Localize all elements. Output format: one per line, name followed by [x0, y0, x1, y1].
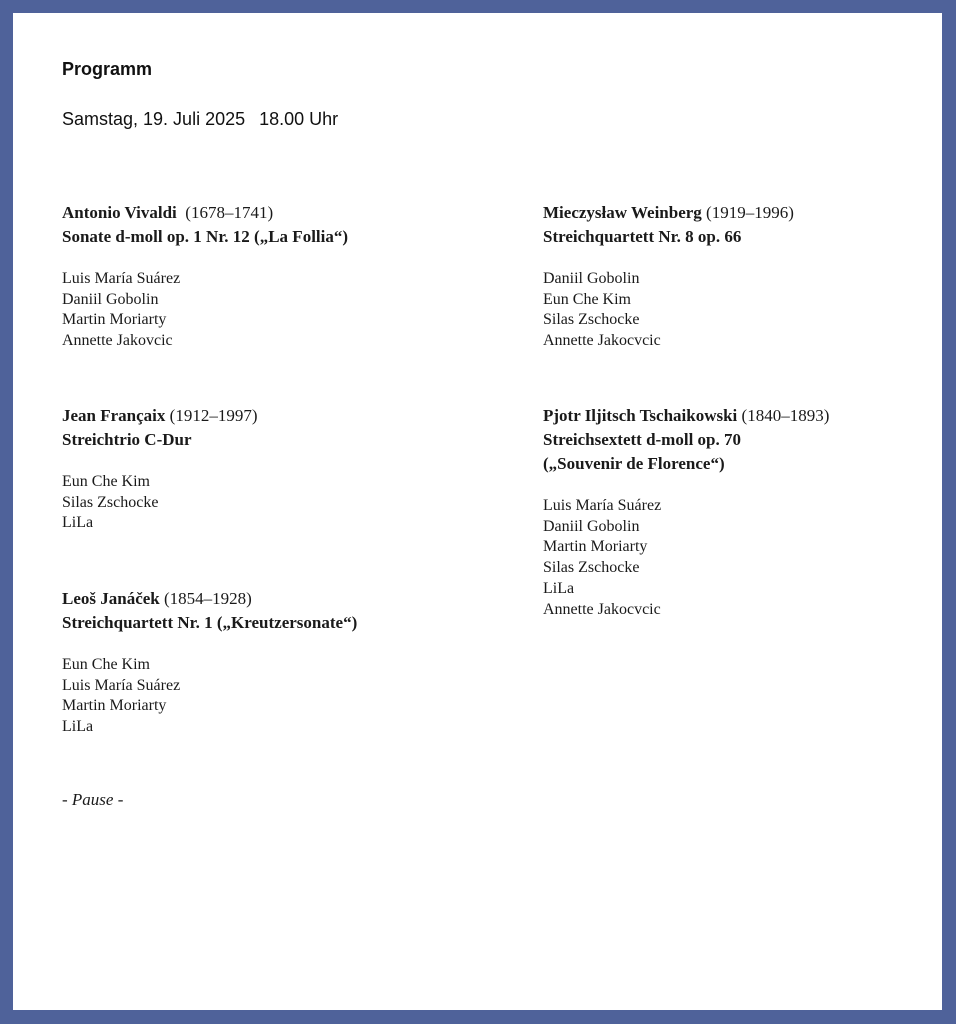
performer: Martin Moriarty [62, 697, 167, 715]
composer-years: (1678–1741) [185, 203, 274, 222]
composer-name: Mieczysław Weinberg [543, 203, 702, 222]
performer: Daniil Gobolin [543, 270, 640, 287]
composer-years: (1919–1996) [706, 203, 794, 222]
concert-date [62, 109, 338, 130]
performer: Daniil Gobolin [62, 290, 159, 308]
performer: Silas Zschocke [543, 559, 640, 577]
performer-list [543, 269, 943, 352]
program-page [13, 13, 942, 1010]
performer-list [543, 496, 943, 620]
work-title: Streichtrio C-Dur [62, 430, 192, 449]
performer: LiLa [62, 718, 94, 736]
piece-tschaikowski [543, 404, 943, 620]
work-title: Streichquartett Nr. 8 op. 66 [543, 227, 742, 246]
performer: Eun Che Kim [543, 290, 631, 308]
performer: Luis María Suárez [62, 676, 181, 694]
work-title: Streichsextett d-moll op. 70 [543, 430, 741, 449]
time-text: 18.00 Uhr [259, 109, 339, 129]
performer: Silas Zschocke [543, 311, 640, 329]
work-title: Sonate d-moll op. 1 Nr. 12 („La Follia“) [62, 227, 349, 246]
composer-name: Leoš Janáček [62, 589, 160, 608]
performer: Annette Jakovcic [62, 332, 173, 350]
performer: Annette Jakocvcic [543, 600, 661, 618]
performer: Luis María Suárez [62, 270, 181, 287]
pause-note: - Pause - [62, 790, 124, 809]
performer: Daniil Gobolin [543, 517, 640, 535]
performer-list [62, 655, 462, 738]
piece-weinberg [543, 201, 943, 352]
program-heading: Programm [62, 59, 153, 79]
performer: Luis María Suárez [543, 497, 662, 514]
composer-years: (1854–1928) [164, 589, 252, 608]
performer: Martin Moriarty [543, 538, 648, 556]
performer: Martin Moriarty [62, 311, 167, 329]
composer-line [62, 201, 462, 225]
performer: LiLa [62, 514, 94, 532]
date-text: Samstag, 19. Juli 2025 [62, 109, 246, 129]
composer-line [543, 201, 943, 225]
work-title: Streichquartett Nr. 1 („Kreutzersonate“) [62, 613, 358, 632]
composer-name: Antonio Vivaldi [62, 203, 177, 222]
work-subtitle: („Souvenir de Florence“) [543, 454, 725, 473]
performer: Silas Zschocke [62, 493, 159, 511]
piece-janacek [62, 587, 462, 738]
performer-list [62, 269, 462, 352]
composer-line [62, 587, 462, 611]
piece-francaix [62, 404, 462, 534]
composer-name: Pjotr Iljitsch Tschaikowski [543, 406, 738, 425]
performer: Eun Che Kim [62, 473, 150, 490]
composer-line [543, 404, 943, 428]
composer-years: (1912–1997) [169, 406, 258, 425]
performer-list [62, 472, 462, 534]
composer-name: Jean Françaix [62, 406, 166, 425]
performer: Annette Jakocvcic [543, 332, 661, 350]
piece-vivaldi [62, 201, 462, 352]
composer-years: (1840–1893) [741, 406, 830, 425]
composer-line [62, 404, 462, 428]
performer: Eun Che Kim [62, 656, 150, 673]
performer: LiLa [543, 579, 575, 597]
